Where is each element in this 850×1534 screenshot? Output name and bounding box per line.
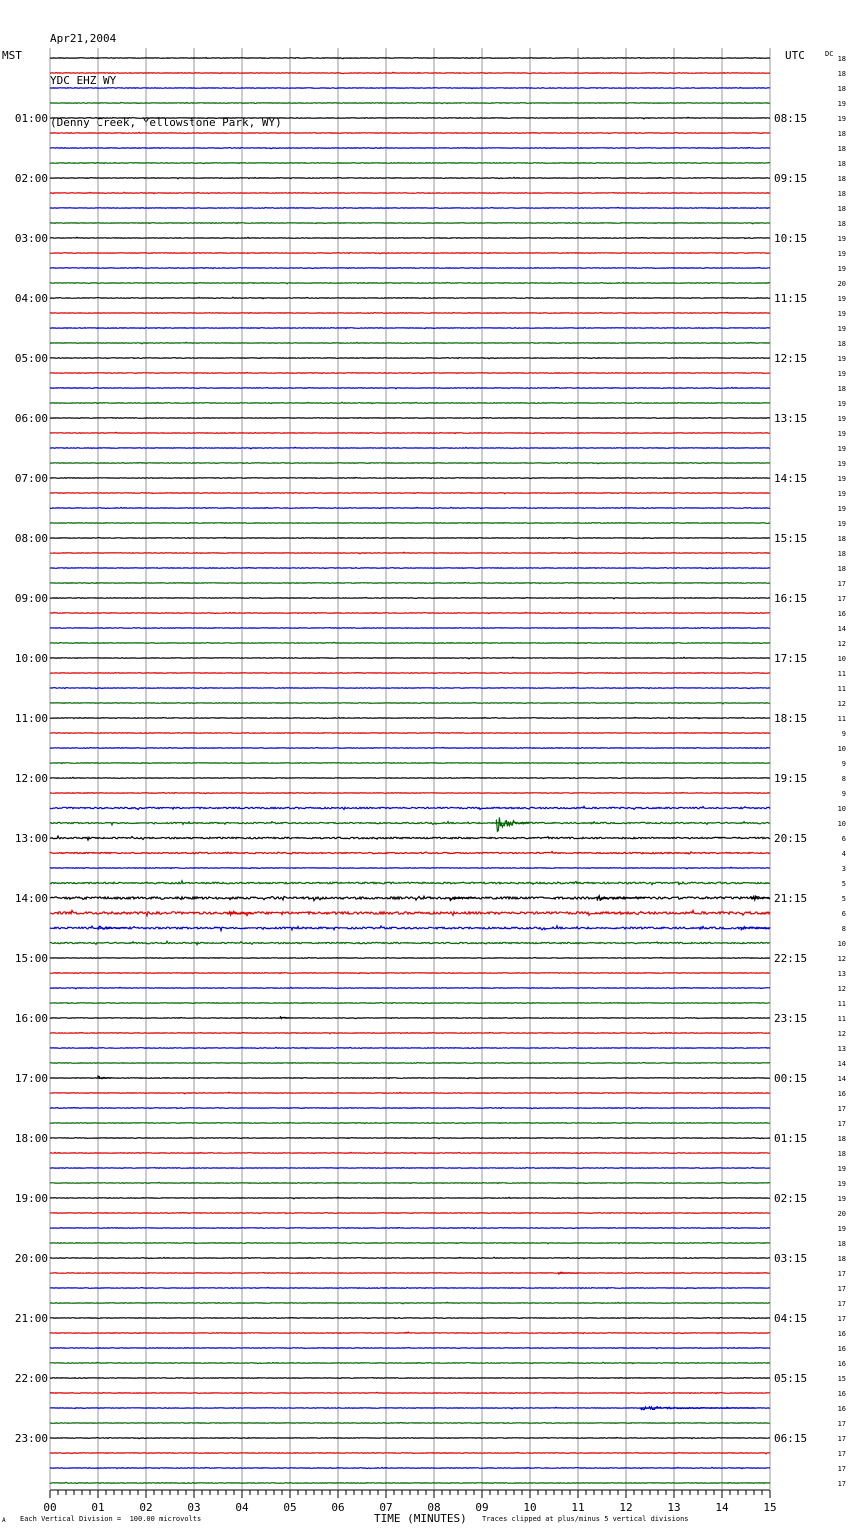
mst-label: MST: [2, 49, 22, 62]
trace-row: [50, 1168, 770, 1169]
trace-row: [50, 910, 770, 915]
axis-tick-label: 10: [523, 1501, 537, 1514]
trace-row: [50, 267, 770, 268]
trace-row: [50, 1242, 770, 1243]
dc-offset-value: 13: [837, 1045, 846, 1053]
dc-offset-value: 8: [841, 775, 846, 783]
dc-offset-value: 17: [837, 1420, 846, 1428]
mst-hour-label: 21:00: [14, 1312, 48, 1325]
dc-offset-value: 18: [837, 205, 846, 213]
dc-offset-value: 17: [837, 595, 846, 603]
dc-offset-value: 11: [837, 1000, 846, 1008]
dc-offset-value: 19: [837, 295, 846, 303]
trace-row: [50, 987, 770, 989]
dc-offset-value: 5: [841, 895, 846, 903]
dc-offset-value: 19: [837, 460, 846, 468]
trace-row: [50, 1047, 770, 1048]
trace-row: [50, 1062, 770, 1063]
dc-offset-value: 14: [837, 625, 846, 633]
dc-offset-value: 6: [841, 835, 846, 843]
trace-row: [50, 628, 770, 629]
trace-row: [50, 432, 770, 433]
trace-row: [50, 177, 770, 178]
trace-row: [50, 1378, 770, 1379]
trace-row: [50, 1092, 770, 1094]
trace-row: [50, 1152, 770, 1153]
utc-hour-label: 04:15: [774, 1312, 808, 1325]
trace-row: [50, 657, 770, 659]
trace-row: [50, 253, 770, 254]
dc-offset-value: 17: [837, 1270, 846, 1278]
trace-row: [50, 717, 770, 718]
axis-tick-label: 02: [139, 1501, 153, 1514]
dc-offset-value: 19: [837, 1225, 846, 1233]
mst-hour-label: 08:00: [14, 532, 48, 545]
dc-offset-value: 19: [837, 250, 846, 258]
utc-hour-label: 05:15: [774, 1372, 808, 1385]
mst-hour-label: 09:00: [14, 592, 48, 605]
trace-row: [50, 1032, 770, 1033]
trace-row: [50, 1482, 770, 1483]
dc-offset-value: 17: [837, 1450, 846, 1458]
dc-offset-value: 18: [837, 565, 846, 573]
utc-hour-label: 10:15: [774, 232, 808, 245]
trace-row: [50, 926, 770, 931]
dc-offset-value: 18: [837, 385, 846, 393]
dc-offset-value: 18: [837, 1150, 846, 1158]
trace-row: [50, 492, 770, 493]
trace-row: [50, 806, 770, 809]
utc-hour-label: 03:15: [774, 1252, 808, 1265]
trace-row: [50, 117, 770, 119]
dc-offset-value: 18: [837, 55, 846, 63]
trace-row: [50, 463, 770, 464]
trace-row: [50, 207, 770, 208]
mst-hour-label: 14:00: [14, 892, 48, 905]
dc-offset-value: 17: [837, 1105, 846, 1113]
dc-offset-value: 14: [837, 1060, 846, 1068]
trace-row: [50, 957, 770, 958]
dc-offset-value: 16: [837, 610, 846, 618]
mst-hour-label: 17:00: [14, 1072, 48, 1085]
dc-offset-value: 17: [837, 1480, 846, 1488]
utc-hour-label: 01:15: [774, 1132, 808, 1145]
axis-title: TIME (MINUTES): [374, 1512, 467, 1525]
dc-offset-value: 9: [841, 790, 846, 798]
trace-row: [50, 881, 770, 885]
dc-offset-value: 17: [837, 1285, 846, 1293]
trace-row: [50, 402, 770, 403]
dc-offset-value: 19: [837, 430, 846, 438]
dc-offset-value: 18: [837, 145, 846, 153]
dc-offset-value: 9: [841, 730, 846, 738]
trace-row: [50, 1227, 770, 1228]
mst-hour-label: 20:00: [14, 1252, 48, 1265]
header-station: YDC EHZ WY: [50, 74, 117, 87]
dc-offset-value: 5: [841, 880, 846, 888]
trace-row: [50, 387, 770, 388]
dc-offset-value: 12: [837, 1030, 846, 1038]
utc-hour-label: 14:15: [774, 472, 808, 485]
dc-offset-value: 18: [837, 85, 846, 93]
dc-offset-value: 18: [837, 160, 846, 168]
utc-hour-label: 13:15: [774, 412, 808, 425]
trace-row: [50, 762, 770, 764]
trace-row: [50, 1017, 770, 1018]
utc-hour-label: 15:15: [774, 532, 808, 545]
trace-row: [50, 1318, 770, 1319]
dc-offset-value: 10: [837, 940, 846, 948]
dc-offset-value: 10: [837, 745, 846, 753]
trace-row: [50, 941, 770, 944]
trace-row: [50, 867, 770, 869]
dc-offset-value: 16: [837, 1360, 846, 1368]
utc-hour-label: 23:15: [774, 1012, 808, 1025]
dc-offset-value: 17: [837, 1465, 846, 1473]
dc-offset-value: 20: [837, 280, 846, 288]
trace-group: [50, 58, 770, 1484]
trace-row: [50, 1197, 770, 1199]
dc-offset-value: 18: [837, 535, 846, 543]
trace-row: [50, 687, 770, 688]
mst-hour-label: 18:00: [14, 1132, 48, 1145]
trace-row: [50, 147, 770, 148]
mst-hour-label: 05:00: [14, 352, 48, 365]
trace-row: [50, 192, 770, 193]
dc-offset-value: 18: [837, 190, 846, 198]
dc-offset-value: 17: [837, 1435, 846, 1443]
trace-row: [50, 1182, 770, 1183]
trace-row: [50, 1437, 770, 1438]
dc-offset-value: 19: [837, 100, 846, 108]
utc-hour-label: 18:15: [774, 712, 808, 725]
dc-offset-value: 19: [837, 310, 846, 318]
mst-hour-label: 01:00: [14, 112, 48, 125]
dc-offset-value: 6: [841, 910, 846, 918]
event-burst: [496, 817, 529, 831]
trace-row: [50, 1452, 770, 1453]
axis-tick-label: 08: [427, 1501, 441, 1514]
mst-hour-label: 11:00: [14, 712, 48, 725]
dc-offset-value: 18: [837, 70, 846, 78]
dc-offset-value: 16: [837, 1390, 846, 1398]
trace-row: [50, 1257, 770, 1258]
utc-hour-label: 02:15: [774, 1192, 808, 1205]
trace-row: [50, 673, 770, 674]
utc-hour-label: 08:15: [774, 112, 808, 125]
trace-row: [50, 523, 770, 524]
utc-hour-label: 21:15: [774, 892, 808, 905]
mst-hour-label: 22:00: [14, 1372, 48, 1385]
header-date: Apr21,2004: [50, 32, 117, 45]
dc-offset-value: 9: [841, 760, 846, 768]
trace-row: [50, 507, 770, 508]
dc-offset-value: 19: [837, 490, 846, 498]
dc-offset-value: 17: [837, 1315, 846, 1323]
dc-offset-value: 19: [837, 370, 846, 378]
dc-offset-value: 19: [837, 115, 846, 123]
dc-offset-value: 13: [837, 970, 846, 978]
utc-hour-label: 17:15: [774, 652, 808, 665]
dc-offset-value: 16: [837, 1330, 846, 1338]
dc-offset-value: 18: [837, 1135, 846, 1143]
trace-row: [50, 792, 770, 793]
mst-hour-label: 04:00: [14, 292, 48, 305]
dc-offset-value: 10: [837, 655, 846, 663]
utc-label: UTC: [785, 49, 805, 62]
dc-offset-value: 18: [837, 130, 846, 138]
dc-offset-value: 11: [837, 685, 846, 693]
dc-offset-value: 16: [837, 1405, 846, 1413]
trace-row: [50, 447, 770, 449]
dc-offset-value: 19: [837, 265, 846, 273]
axis-tick-label: 06: [331, 1501, 345, 1514]
dc-offset-value: 11: [837, 715, 846, 723]
dc-offset-value: 19: [837, 1180, 846, 1188]
trace-row: [50, 822, 770, 825]
dc-offset-value: 11: [837, 1015, 846, 1023]
dc-offset-value: 4: [841, 850, 846, 858]
trace-row: [50, 1273, 770, 1274]
dc-offset-value: 10: [837, 820, 846, 828]
mst-hour-label: 12:00: [14, 772, 48, 785]
trace-row: [50, 223, 770, 224]
utc-hour-label: 22:15: [774, 952, 808, 965]
mst-hour-label: 15:00: [14, 952, 48, 965]
axis-tick-label: 07: [379, 1501, 393, 1514]
dc-offset-value: 16: [837, 1090, 846, 1098]
dc-offset-value: 14: [837, 1075, 846, 1083]
trace-row: [50, 642, 770, 643]
trace-row: [50, 1003, 770, 1004]
trace-row: [50, 282, 770, 283]
dc-offset-value: 19: [837, 355, 846, 363]
mst-hour-label: 13:00: [14, 832, 48, 845]
trace-row: [50, 582, 770, 583]
trace-row: [50, 1347, 770, 1348]
trace-row: [50, 702, 770, 703]
trace-row: [50, 1078, 770, 1079]
dc-offset-value: 11: [837, 670, 846, 678]
axis-tick-label: 09: [475, 1501, 489, 1514]
mst-hour-label: 19:00: [14, 1192, 48, 1205]
axis-tick-label: 01: [91, 1501, 105, 1514]
utc-hour-label: 16:15: [774, 592, 808, 605]
trace-row: [50, 1302, 770, 1304]
trace-row: [50, 836, 770, 840]
mst-hour-label: 16:00: [14, 1012, 48, 1025]
clip-note: Traces clipped at plus/minus 5 vertical divisions: [482, 1515, 689, 1523]
axis-tick-label: 14: [715, 1501, 729, 1514]
trace-row: [50, 72, 770, 73]
dc-offset-value: 19: [837, 445, 846, 453]
dc-offset-value: 3: [841, 865, 846, 873]
trace-row: [50, 1287, 770, 1288]
dc-offset-value: 18: [837, 175, 846, 183]
dc-offset-value: 12: [837, 955, 846, 963]
mst-hour-label: 10:00: [14, 652, 48, 665]
utc-hour-label: 11:15: [774, 292, 808, 305]
trace-row: [50, 1213, 770, 1214]
dc-offset-value: 18: [837, 340, 846, 348]
trace-row: [50, 102, 770, 103]
mst-hour-label: 02:00: [14, 172, 48, 185]
dc-offset-value: 12: [837, 700, 846, 708]
dc-offset-value: 19: [837, 415, 846, 423]
dc-offset-value: 19: [837, 505, 846, 513]
mst-hour-label: 06:00: [14, 412, 48, 425]
scale-note: Each Vertical Division = 100.00 microvolts: [20, 1515, 202, 1523]
dc-offset-value: 12: [837, 640, 846, 648]
dc-offset-value: 19: [837, 1165, 846, 1173]
trace-row: [50, 1392, 770, 1393]
dc-offset-value: 18: [837, 1255, 846, 1263]
trace-row: [50, 58, 770, 59]
dc-offset-value: 17: [837, 1120, 846, 1128]
axis-tick-label: 11: [571, 1501, 585, 1514]
dc-offset-value: 17: [837, 1300, 846, 1308]
trace-row: [50, 568, 770, 569]
trace-row: [50, 1467, 770, 1468]
trace-row: [50, 162, 770, 163]
utc-hour-label: 00:15: [774, 1072, 808, 1085]
dc-offset-value: 17: [837, 580, 846, 588]
dc-offset-value: 19: [837, 1195, 846, 1203]
trace-row: [50, 312, 770, 313]
event-burst: [98, 1076, 112, 1079]
trace-row: [50, 372, 770, 373]
corner-mark: A: [2, 1517, 6, 1524]
trace-row: [50, 328, 770, 329]
dc-offset-value: 12: [837, 985, 846, 993]
trace-row: [50, 777, 770, 778]
trace-row: [50, 896, 770, 900]
trace-row: [50, 537, 770, 538]
event-burst: [98, 926, 126, 930]
trace-row: [50, 552, 770, 554]
axis-tick-label: 12: [619, 1501, 633, 1514]
trace-row: [50, 1332, 770, 1333]
axis-tick-label: 05: [283, 1501, 297, 1514]
utc-hour-label: 20:15: [774, 832, 808, 845]
axis-tick-label: 04: [235, 1501, 249, 1514]
dc-offset-value: 10: [837, 805, 846, 813]
trace-row: [50, 132, 770, 133]
trace-row: [50, 88, 770, 89]
trace-row: [50, 733, 770, 734]
trace-row: [50, 973, 770, 974]
utc-hour-label: 09:15: [774, 172, 808, 185]
axis-tick-label: 00: [43, 1501, 57, 1514]
trace-row: [50, 477, 770, 478]
trace-row: [50, 612, 770, 613]
dc-offset-value: 20: [837, 1210, 846, 1218]
utc-hour-label: 06:15: [774, 1432, 808, 1445]
trace-row: [50, 1108, 770, 1109]
axis-tick-label: 13: [667, 1501, 681, 1514]
trace-row: [50, 1423, 770, 1424]
dc-offset-value: 18: [837, 1240, 846, 1248]
trace-row: [50, 237, 770, 238]
dc-offset-value: 19: [837, 520, 846, 528]
mst-hour-label: 23:00: [14, 1432, 48, 1445]
dc-offset-value: 19: [837, 235, 846, 243]
utc-hour-label: 12:15: [774, 352, 808, 365]
dc-offset-value: 16: [837, 1345, 846, 1353]
trace-row: [50, 358, 770, 359]
dc-label: DC: [825, 50, 834, 58]
dc-offset-value: 8: [841, 925, 846, 933]
trace-row: [50, 597, 770, 598]
trace-row: [50, 342, 770, 344]
dc-offset-value: 18: [837, 550, 846, 558]
dc-offset-value: 15: [837, 1375, 846, 1383]
trace-row: [50, 418, 770, 419]
mst-hour-label: 07:00: [14, 472, 48, 485]
axis-tick-label: 03: [187, 1501, 201, 1514]
trace-row: [50, 747, 770, 748]
trace-row: [50, 1122, 770, 1123]
dc-offset-value: 18: [837, 220, 846, 228]
trace-row: [50, 851, 770, 854]
dc-offset-value: 19: [837, 475, 846, 483]
header-location: (Denny Creek, Yellowstone Park, WY): [50, 116, 282, 129]
mst-hour-label: 03:00: [14, 232, 48, 245]
dc-offset-value: 19: [837, 400, 846, 408]
axis-tick-label: 15: [763, 1501, 777, 1514]
trace-row: [50, 1362, 770, 1363]
trace-row: [50, 1137, 770, 1138]
dc-offset-value: 19: [837, 325, 846, 333]
trace-row: [50, 297, 770, 298]
event-burst: [751, 896, 770, 900]
utc-hour-label: 19:15: [774, 772, 808, 785]
time-axis: [43, 1490, 776, 1514]
